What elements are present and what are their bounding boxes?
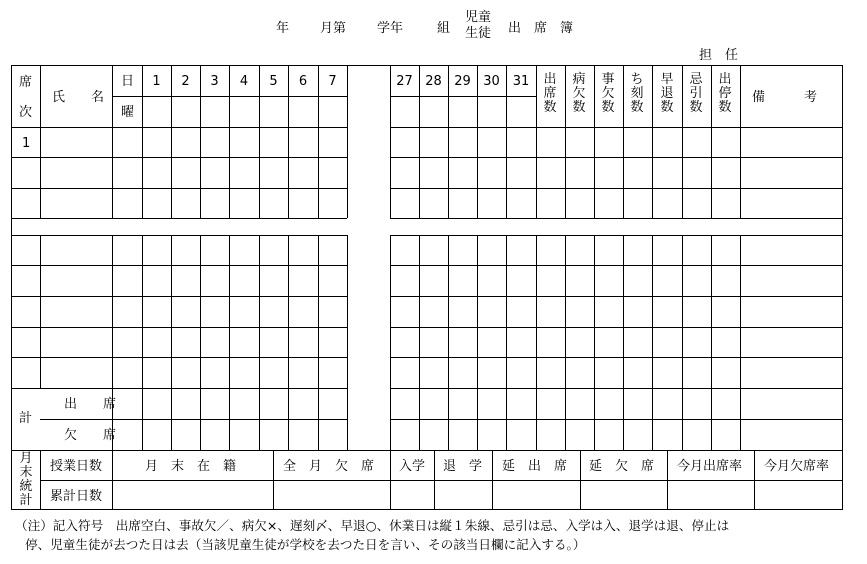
day-27: 27: [396, 74, 413, 89]
header-seat-top: 席: [19, 75, 33, 90]
monthend-ext-present: 延 出 席: [502, 459, 568, 474]
header-seat-bottom: 次: [19, 105, 33, 120]
monthend-ext-absent: 延 欠 席: [589, 459, 655, 474]
monthend-admission: 入学: [399, 459, 426, 474]
title-book: 出 席 簿: [508, 21, 574, 36]
note-line-2: 停、児童生徒が去つた日は去（当該児童生徒が学校を去つた日を言い、その該当日欄に記入する。）: [25, 537, 586, 552]
count-mourning: 忌引数: [689, 72, 703, 115]
monthend-rate-present: 今月出席率: [677, 459, 743, 474]
title-year: 年: [276, 21, 290, 36]
title-kind-bottom: 生徒: [465, 26, 492, 41]
monthend-class-days: 授業日数: [50, 459, 103, 474]
monthend-cum-days: 累計日数: [50, 489, 103, 504]
count-suspension: 出停数: [718, 72, 732, 115]
day-5: 5: [269, 74, 278, 89]
title-kind-top: 児童: [465, 10, 492, 25]
count-present: 出席数: [543, 72, 557, 115]
count-early: 早退数: [660, 72, 674, 115]
teacher-label: 担 任: [699, 48, 739, 63]
title-month-no: 月第: [320, 21, 347, 36]
monthend-enrolled: 月 末 在 籍: [145, 459, 237, 474]
header-name: 氏 名: [52, 90, 105, 105]
day-2: 2: [181, 74, 190, 89]
count-late: ち刻数: [630, 72, 644, 115]
header-remarks: 備 考: [752, 90, 818, 105]
totals-absent: 欠 席: [64, 428, 117, 443]
count-accident: 事欠数: [601, 72, 615, 115]
monthend-label: 月末統計: [19, 451, 33, 508]
monthend-withdrawal: 退 学: [443, 459, 483, 474]
day-29: 29: [454, 74, 471, 89]
day-6: 6: [298, 74, 308, 89]
day-31: 31: [512, 74, 530, 89]
header-day: 日: [121, 74, 135, 89]
note-line-1: （注）記入符号 出席空白、事故欠／、病欠×、遅刻〆、早退○、休業日は縦１朱線、忌引は忌、入学は入、退学は退、停止は: [15, 518, 730, 533]
seat-number-1: 1: [22, 136, 31, 151]
title-grade: 学年: [377, 21, 404, 36]
day-1: 1: [152, 74, 161, 89]
title-class: 組: [437, 21, 451, 36]
day-4: 4: [239, 74, 249, 89]
monthend-rate-absent: 今月欠席率: [764, 459, 830, 474]
day-28: 28: [425, 74, 442, 89]
monthend-full-absent: 全 月 欠 席: [283, 459, 375, 474]
count-sick: 病欠数: [572, 72, 586, 115]
totals-present: 出 席: [64, 397, 117, 412]
day-30: 30: [483, 74, 500, 89]
totals-label: 計: [19, 411, 33, 426]
day-7: 7: [328, 74, 337, 89]
header-weekday: 曜: [121, 105, 135, 120]
day-3: 3: [210, 74, 219, 89]
